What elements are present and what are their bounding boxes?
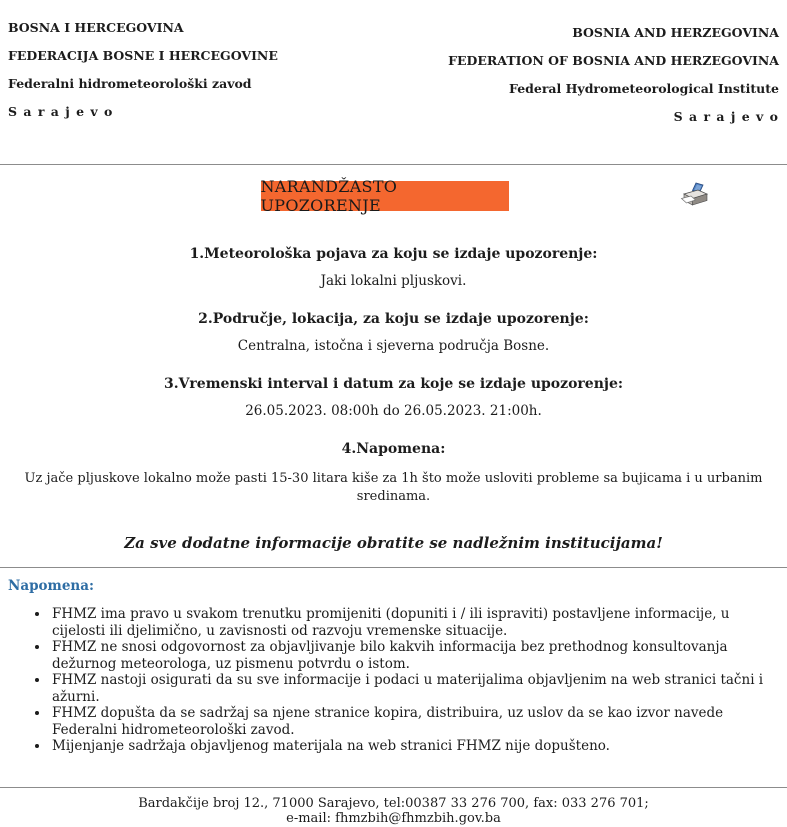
disclaimer-item: • FHMZ dopušta da se sadržaj sa njene stranice kopira, distribuira, uz uslov da se kao izvor navede Federalni hidrometeorološki zavod. (50, 705, 777, 738)
section-remark (20, 441, 767, 506)
section-phenomenon-value: Jaki lokalni pljuskovi. (320, 273, 467, 289)
warning-body (0, 246, 787, 552)
header-country: BOSNA I HERCEGOVINA (8, 20, 184, 35)
section-interval-value: 26.05.2023. 08:00h do 26.05.2023. 21:00h. (245, 403, 542, 419)
header-institute: Federalni hidrometeorološki zavod (8, 76, 252, 91)
section-interval (20, 376, 767, 420)
orange-warning-banner: NARANDŽASTO UPOZORENJE (261, 181, 509, 211)
disclaimer-heading: Napomena: (8, 578, 94, 594)
header-federation: FEDERACIJA BOSNE I HERCEGOVINE (8, 48, 278, 63)
divider-top (0, 164, 787, 165)
footer (0, 788, 787, 827)
disclaimer-list (8, 606, 777, 755)
header-city-en: S a r a j e v o (673, 109, 779, 124)
disclaimer-section (0, 568, 787, 755)
disclaimer-item: • Mijenjanje sadržaja objavljenog materijala na web stranici FHMZ nije dopušteno. (50, 738, 777, 755)
header (0, 0, 787, 137)
section-area-value: Centralna, istočna i sjeverna područja Bosne. (237, 338, 550, 354)
disclaimer-item: • FHMZ ne snosi odgovornost za objavljivanje bilo kakvih informacija bez prethodnog konsultovanja dežurnog meteorologa, uz pismenu potvrdu o istom. (50, 639, 777, 672)
section-area (20, 311, 767, 355)
header-country-en: BOSNIA AND HERZEGOVINA (572, 25, 779, 40)
header-city: S a r a j e v o (8, 104, 114, 119)
contact-authorities-notice: Za sve dodatne informacije obratite se nadležnim institucijama! (124, 534, 663, 552)
banner-row (0, 177, 787, 215)
footer-address-line: Bardakčije broj 12., 71000 Sarajevo, tel:00387 33 276 700, fax: 033 276 701; (138, 795, 649, 811)
footer-email-line: e-mail: fhmzbih@fhmzbih.gov.ba (286, 811, 501, 826)
institution-header-bosnian (8, 20, 278, 137)
section-phenomenon-heading: 1.Meteorološka pojava za koju se izdaje upozorenje: (189, 246, 598, 262)
section-remark-heading: 4.Napomena: (341, 441, 446, 457)
header-federation-en: FEDERATION OF BOSNIA AND HERZEGOVINA (448, 53, 779, 68)
section-interval-heading: 3.Vremenski interval i datum za koje se izdaje upozorenje: (163, 376, 624, 392)
section-area-heading: 2.Područje, lokacija, za koju se izdaje upozorenje: (198, 311, 589, 327)
disclaimer-item: • FHMZ ima pravo u svakom trenutku promijeniti (dopuniti i / ili ispraviti) postavljene informacije, u cijelosti ili djelimično, u zavisnosti od razvoju vremenske situacije. (50, 606, 777, 639)
institution-header-english (448, 20, 779, 137)
section-phenomenon (20, 246, 767, 290)
disclaimer-item: • FHMZ nastoji osigurati da su sve informacije i podaci u materijalima objavljenim na web stranici tačni i ažurni. (50, 672, 777, 705)
printer-icon[interactable] (680, 182, 710, 211)
header-institute-en: Federal Hydrometeorological Institute (509, 81, 779, 96)
section-remark-value: Uz jače pljuskove lokalno može pasti 15-30 litara kiše za 1h što može usloviti probleme sa bujicama i u urbanim sredinama. (24, 471, 763, 504)
